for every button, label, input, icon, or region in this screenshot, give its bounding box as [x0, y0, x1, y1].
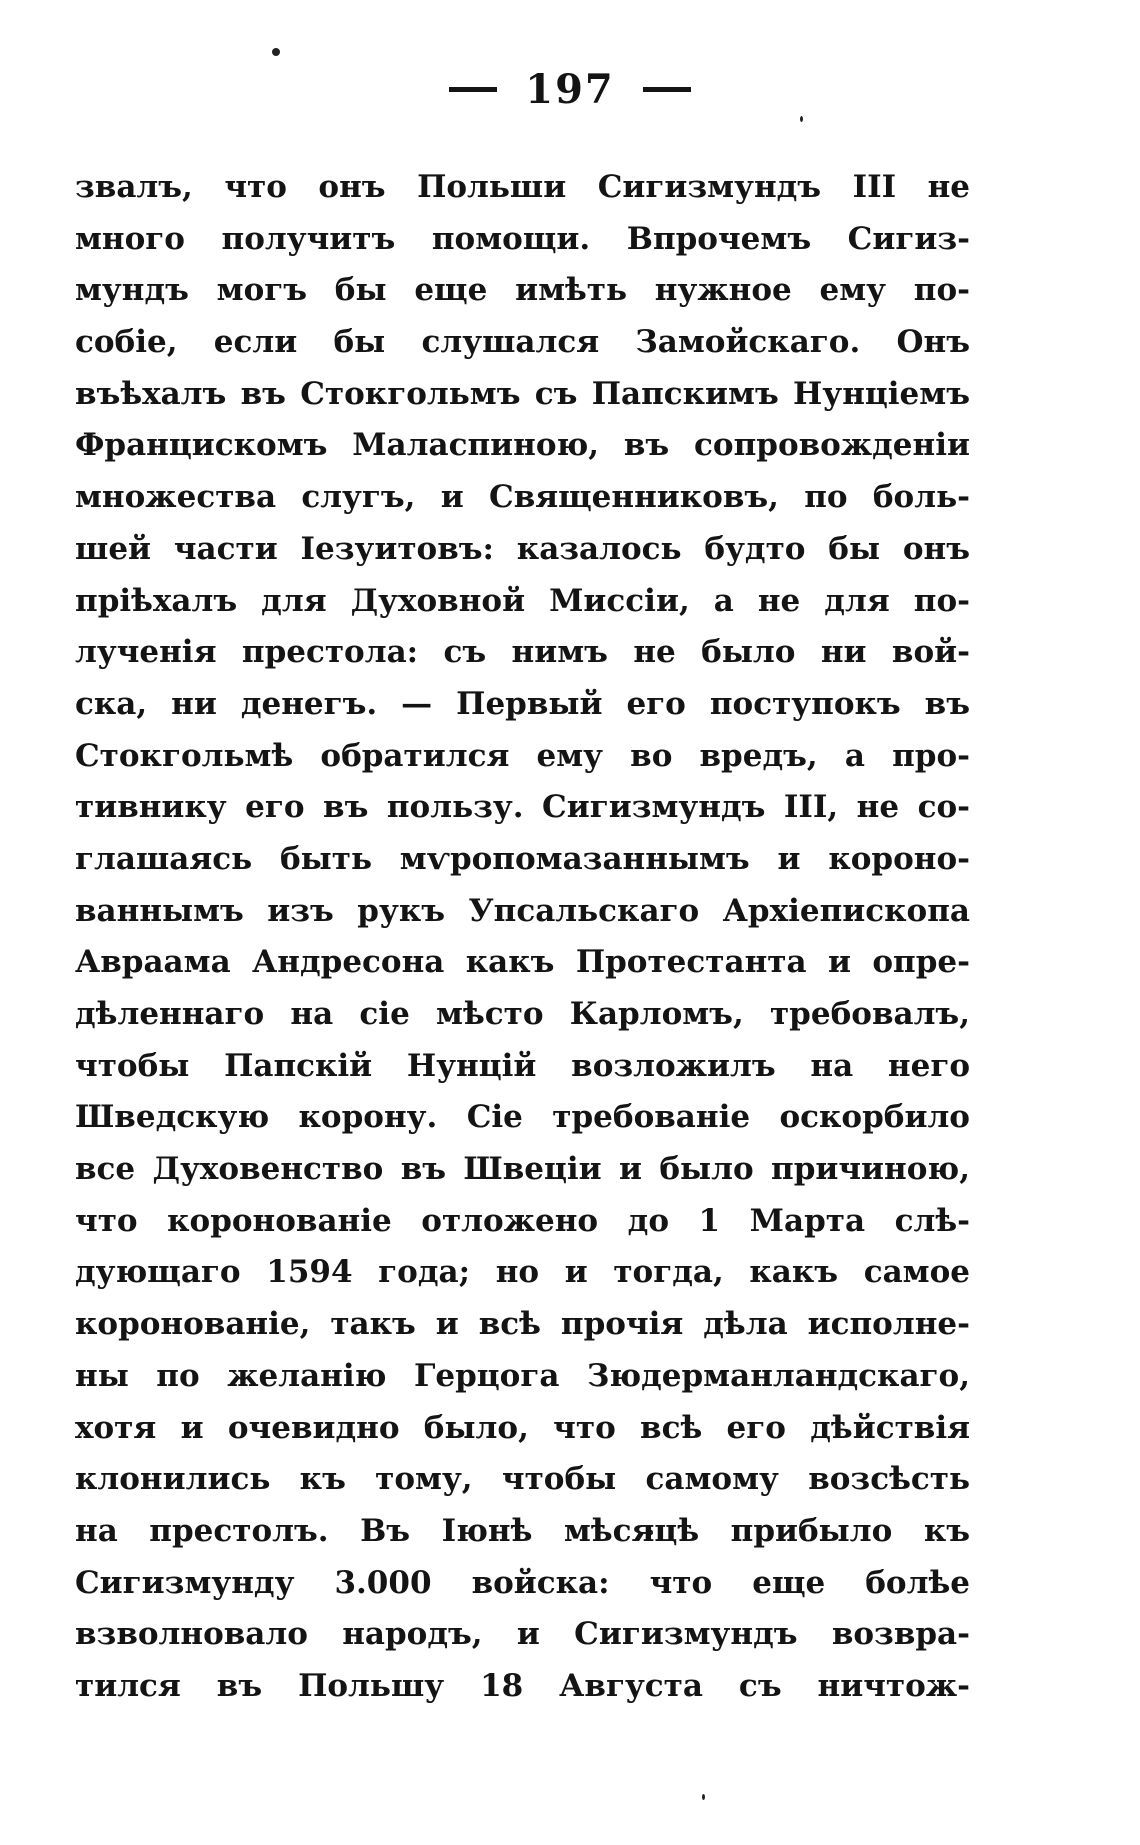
- text-line: ска, ни денегъ. — Первый его поступокъ въ: [75, 685, 970, 722]
- header-dash-right: [643, 87, 691, 92]
- text-line: клонились къ тому, чтобы самому возсѣсть: [75, 1461, 970, 1498]
- text-line: собіе, если бы слушался Замойскаго. Онъ: [75, 324, 970, 361]
- text-line: Францискомъ Маласпиною, въ сопровожденіи: [75, 427, 970, 464]
- text-line: въѣхалъ въ Стокгольмъ съ Папскимъ Нунціемъ: [75, 375, 970, 412]
- text-line: дующаго 1594 года; но и тогда, какъ самое: [75, 1254, 970, 1291]
- page-header: [0, 66, 1140, 113]
- text-line: тивнику его въ пользу. Сигизмундъ III, не со-: [75, 789, 970, 826]
- text-line: на престолъ. Въ Іюнѣ мѣсяцѣ прибыло къ: [75, 1512, 970, 1549]
- ink-speck: [272, 48, 280, 56]
- text-line: хотя и очевидно было, что всѣ его дѣйствія: [75, 1409, 970, 1446]
- text-line: Стокгольмѣ обратился ему во вредъ, а про-: [75, 737, 970, 774]
- text-line: Шведскую корону. Сіе требованіе оскорбило: [75, 1099, 970, 1136]
- text-line: тился въ Польшу 18 Августа съ ничтож-: [75, 1667, 970, 1704]
- text-line: взволновало народъ, и Сигизмундъ возвра-: [75, 1616, 970, 1653]
- header-dash-left: [449, 87, 497, 92]
- page-number: 197: [525, 66, 615, 113]
- ink-speck: [702, 1794, 705, 1800]
- text-line: много получитъ помощи. Впрочемъ Сигиз-: [75, 220, 970, 257]
- text-line: множества слугъ, и Священниковъ, по боль-: [75, 479, 970, 516]
- ink-speck: [800, 116, 803, 122]
- text-line: что коронованіе отложено до 1 Марта слѣ-: [75, 1202, 970, 1239]
- text-line: ваннымъ изъ рукъ Упсальскаго Архіепископа: [75, 892, 970, 929]
- text-line: глашаясь быть мѵропомазаннымъ и короно-: [75, 840, 970, 877]
- body-text: [75, 162, 970, 1713]
- text-line: все Духовенство въ Швеціи и было причиною,: [75, 1151, 970, 1188]
- text-line: лученія престола: съ нимъ не было ни вой-: [75, 634, 970, 671]
- text-line: чтобы Папскій Нунцій возложилъ на него: [75, 1047, 970, 1084]
- text-line: Сигизмунду 3.000 войска: что еще болѣе: [75, 1564, 970, 1601]
- text-line: звалъ, что онъ Польши Сигизмундъ III не: [75, 169, 970, 205]
- text-line: мундъ могъ бы еще имѣть нужное ему по-: [75, 272, 970, 309]
- text-line: коронованіе, такъ и всѣ прочія дѣла исполне-: [75, 1306, 970, 1343]
- text-line: дѣленнаго на сіе мѣсто Карломъ, требовалъ,: [75, 996, 970, 1032]
- text-line: шей части Іезуитовъ: казалось будто бы онъ: [75, 530, 970, 567]
- text-line: ны по желанію Герцога Зюдерманландскаго,: [75, 1357, 970, 1394]
- text-line: Авраама Андресона какъ Протестанта и опре-: [75, 944, 970, 981]
- text-line: пріѣхалъ для Духовной Миссіи, а не для по-: [75, 582, 970, 619]
